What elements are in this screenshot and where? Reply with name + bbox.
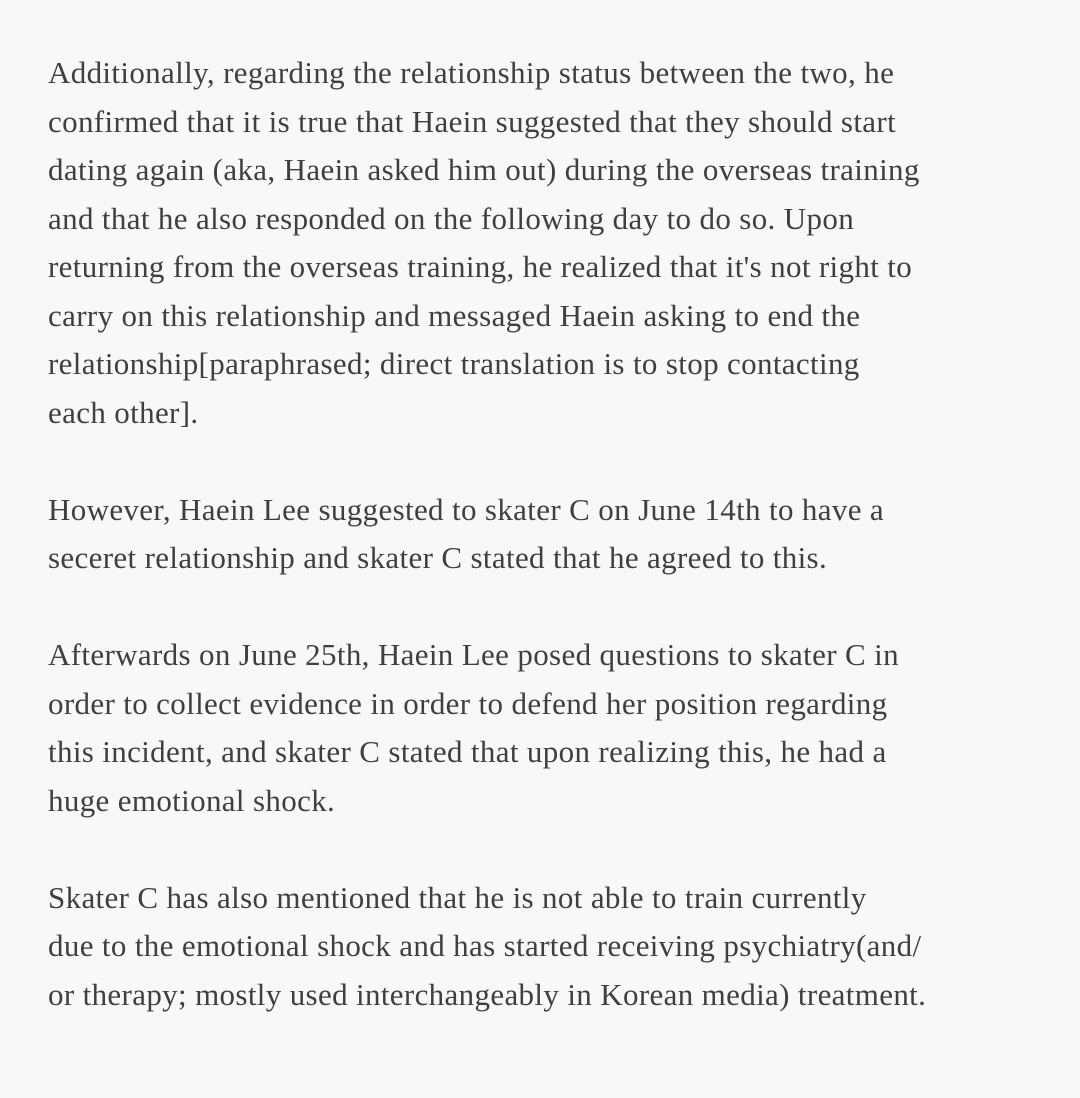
- text-line: this incident, and skater C stated that upon realizing this, he had a: [48, 734, 887, 769]
- text-line: huge emotional shock.: [48, 782, 336, 818]
- text-line: relationship[paraphrased; direct translation is to stop contacting: [48, 346, 860, 381]
- text-line: Afterwards on June 25th, Haein Lee posed questions to skater C in: [48, 637, 899, 672]
- paragraph-relationship-status: [48, 49, 1040, 437]
- text-line: dating again (aka, Haein asked him out) during the overseas training: [48, 152, 920, 187]
- text-line: each other].: [48, 394, 199, 430]
- text-line: confirmed that it is true that Haein suggested that they should start: [48, 103, 897, 139]
- text-line: returning from the overseas training, he realized that it's not right to: [48, 249, 913, 284]
- text-line: However, Haein Lee suggested to skater C on June 14th to have a: [48, 491, 885, 527]
- text-line: carry on this relationship and messaged Haein asking to end the: [48, 297, 861, 333]
- paragraph-evidence-questions: [48, 631, 1040, 825]
- text-line: Skater C has also mentioned that he is not able to train currently: [48, 879, 867, 915]
- text-line: and that he also responded on the following day to do so. Upon: [48, 200, 855, 236]
- text-line: order to collect evidence in order to defend her position regarding: [48, 685, 888, 721]
- text-line: or therapy; mostly used interchangeably in Korean media) treatment.: [48, 976, 927, 1012]
- paragraph-treatment: [48, 874, 1040, 1020]
- text-line: due to the emotional shock and has started receiving psychiatry(and/: [48, 928, 922, 963]
- paragraph-secret-relationship: [48, 486, 1040, 583]
- text-line: seceret relationship and skater C stated that he agreed to this.: [48, 540, 828, 575]
- text-line: Additionally, regarding the relationship status between the two, he: [48, 55, 895, 90]
